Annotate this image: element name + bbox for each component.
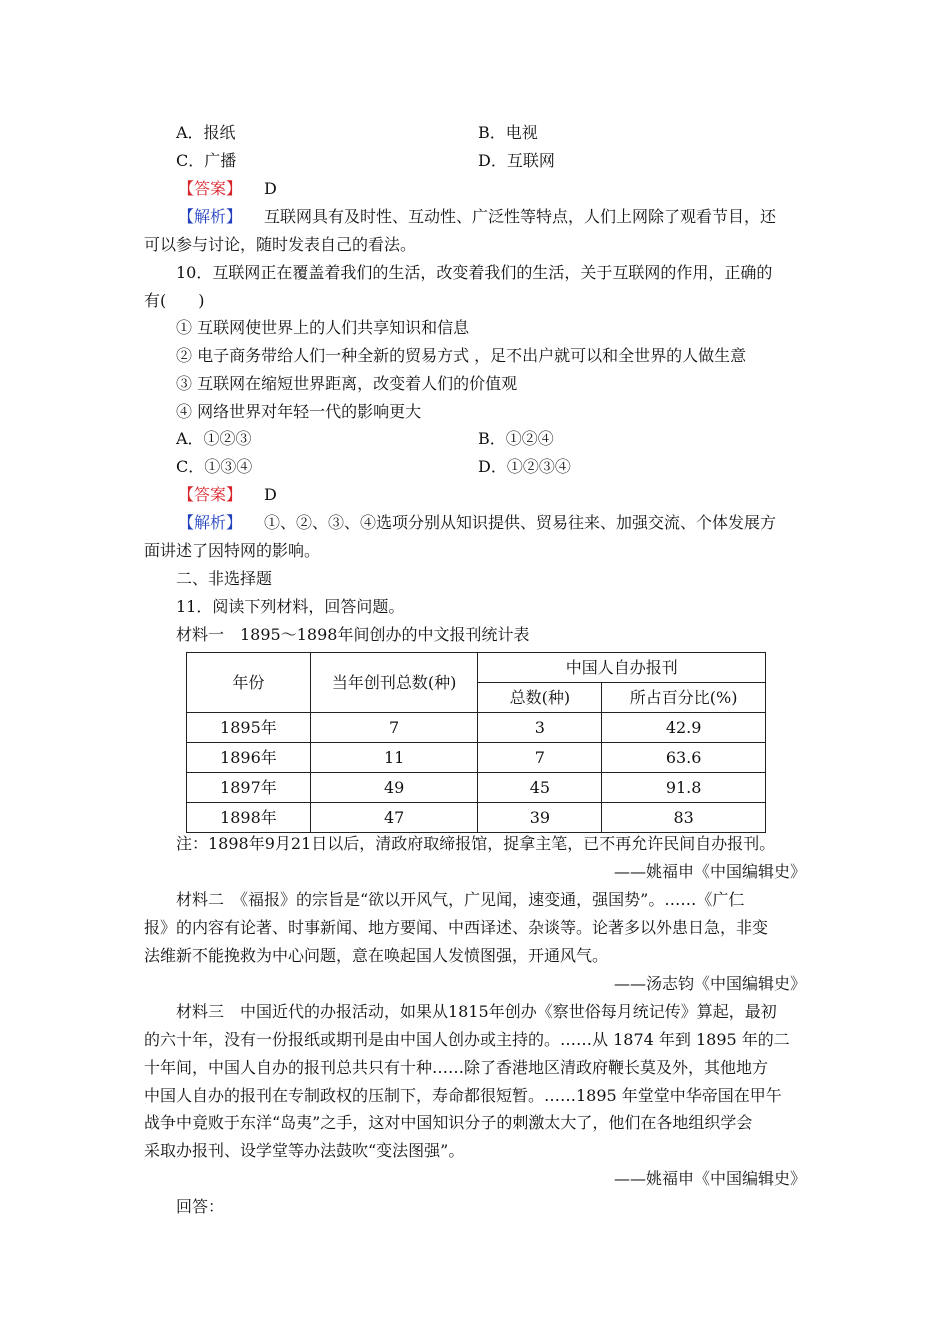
cell-year: 1896年 xyxy=(187,743,311,773)
explain-tag: 【解析】 xyxy=(178,207,243,226)
table-note: 注：1898年9月21日以后，清政府取缔报馆，捉拿主笔，已不再允许民间自办报刊。 xyxy=(176,834,776,853)
header-total: 当年创刊总数(种) xyxy=(310,653,478,713)
q10-explain-line2: 面讲述了因特网的影响。 xyxy=(144,541,321,560)
q10-item-4: ④ 网络世界对年轻一代的影响更大 xyxy=(176,402,422,421)
cell-count: 3 xyxy=(478,713,602,743)
material3-line6: 采取办报刊、设学堂等办法鼓吹“变法图强”。 xyxy=(144,1141,465,1160)
explain-tag: 【解析】 xyxy=(178,513,243,532)
newspaper-stats-table xyxy=(186,652,766,833)
cell-year: 1895年 xyxy=(187,713,311,743)
q9-explain-line1 xyxy=(178,207,776,227)
q9-option-a: A．报纸 xyxy=(176,123,236,142)
q11-stem: 11．阅读下列材料，回答问题。 xyxy=(176,597,405,616)
explain-text: ①、②、③、④选项分别从知识提供、贸易往来、加强交流、个体发展方 xyxy=(264,513,777,532)
cell-count: 7 xyxy=(478,743,602,773)
material3-line5: 战争中竟败于东洋“岛夷”之手，这对中国知识分子的刺激太大了，他们在各地组织学会 xyxy=(144,1113,753,1132)
material3-line4: 中国人自办的报刊在专制政权的压制下，寿命都很短暂。……1895 年堂堂中华帝国在甲午 xyxy=(144,1086,782,1105)
cell-total: 11 xyxy=(310,743,478,773)
table-row xyxy=(187,803,766,833)
answer-value: D xyxy=(264,179,277,198)
cell-year: 1898年 xyxy=(187,803,311,833)
source-citation-1: ——姚福申《中国编辑史》 xyxy=(613,862,806,881)
cell-total: 49 xyxy=(310,773,478,803)
answer-value: D xyxy=(264,485,277,504)
cell-percent: 63.6 xyxy=(602,743,766,773)
q9-option-d: D．互联网 xyxy=(478,151,555,170)
header-percent: 所占百分比(%) xyxy=(602,683,766,713)
table-row xyxy=(187,743,766,773)
table-row xyxy=(187,713,766,743)
header-year: 年份 xyxy=(187,653,311,713)
q9-explain-line2: 可以参与讨论，随时发表自己的看法。 xyxy=(144,235,417,254)
q10-option-c: C．①③④ xyxy=(176,457,253,476)
q9-option-c: C．广播 xyxy=(176,151,237,170)
answer-prompt: 回答： xyxy=(176,1197,225,1216)
q10-option-b: B．①②④ xyxy=(478,429,554,448)
q9-option-b: B．电视 xyxy=(478,123,538,142)
material2-line1: 材料二 《福报》的宗旨是“欲以开风气，广见闻，速变通，强国势”。……《广仁 xyxy=(176,890,745,909)
cell-count: 45 xyxy=(478,773,602,803)
section-title: 二、非选择题 xyxy=(176,569,273,588)
header-count: 总数(种) xyxy=(478,683,602,713)
cell-percent: 83 xyxy=(602,803,766,833)
q10-answer-line xyxy=(178,485,277,505)
material2-line3: 法维新不能挽救为中心问题，意在唤起国人发愤图强，开通风气。 xyxy=(144,946,609,965)
answer-tag: 【答案】 xyxy=(178,179,243,198)
cell-total: 7 xyxy=(310,713,478,743)
q10-stem-line1: 10．互联网正在覆盖着我们的生活，改变着我们的生活，关于互联网的作用，正确的 xyxy=(176,263,773,282)
header-group: 中国人自办报刊 xyxy=(478,653,766,683)
material2-line2: 报》的内容有论著、时事新闻、地方要闻、中西译述、杂谈等。论著多以外患日急，非变 xyxy=(144,918,769,937)
answer-tag: 【答案】 xyxy=(178,485,243,504)
material3-line2: 的六十年，没有一份报纸或期刊是由中国人创办或主持的。……从 1874 年到 1895 年的二 xyxy=(144,1030,790,1049)
cell-percent: 91.8 xyxy=(602,773,766,803)
source-citation-2: ——汤志钧《中国编辑史》 xyxy=(613,974,806,993)
q9-answer-line xyxy=(178,179,277,199)
q10-item-1: ① 互联网使世界上的人们共享知识和信息 xyxy=(176,318,470,337)
material3-line1: 材料三 中国近代的办报活动，如果从1815年创办《察世俗每月统记传》算起，最初 xyxy=(176,1002,777,1021)
material1-title: 材料一 1895～1898年间创办的中文报刊统计表 xyxy=(176,625,530,644)
q10-stem-line2: 有( ) xyxy=(144,291,205,310)
source-citation-3: ——姚福申《中国编辑史》 xyxy=(613,1169,806,1188)
material3-line3: 十年间，中国人自办的报刊总共只有十种……除了香港地区清政府鞭长莫及外，其他地方 xyxy=(144,1058,769,1077)
q10-item-3: ③ 互联网在缩短世界距离，改变着人们的价值观 xyxy=(176,374,518,393)
q10-item-2: ② 电子商务带给人们一种全新的贸易方式 ，足不出户就可以和全世界的人做生意 xyxy=(176,346,747,365)
q10-option-d: D．①②③④ xyxy=(478,457,571,476)
cell-count: 39 xyxy=(478,803,602,833)
cell-year: 1897年 xyxy=(187,773,311,803)
explain-text: 互联网具有及时性、互动性、广泛性等特点，人们上网除了观看节目，还 xyxy=(264,207,777,226)
cell-total: 47 xyxy=(310,803,478,833)
q10-explain-line1 xyxy=(178,513,776,533)
cell-percent: 42.9 xyxy=(602,713,766,743)
table-row xyxy=(187,773,766,803)
q10-option-a: A．①②③ xyxy=(176,429,252,448)
